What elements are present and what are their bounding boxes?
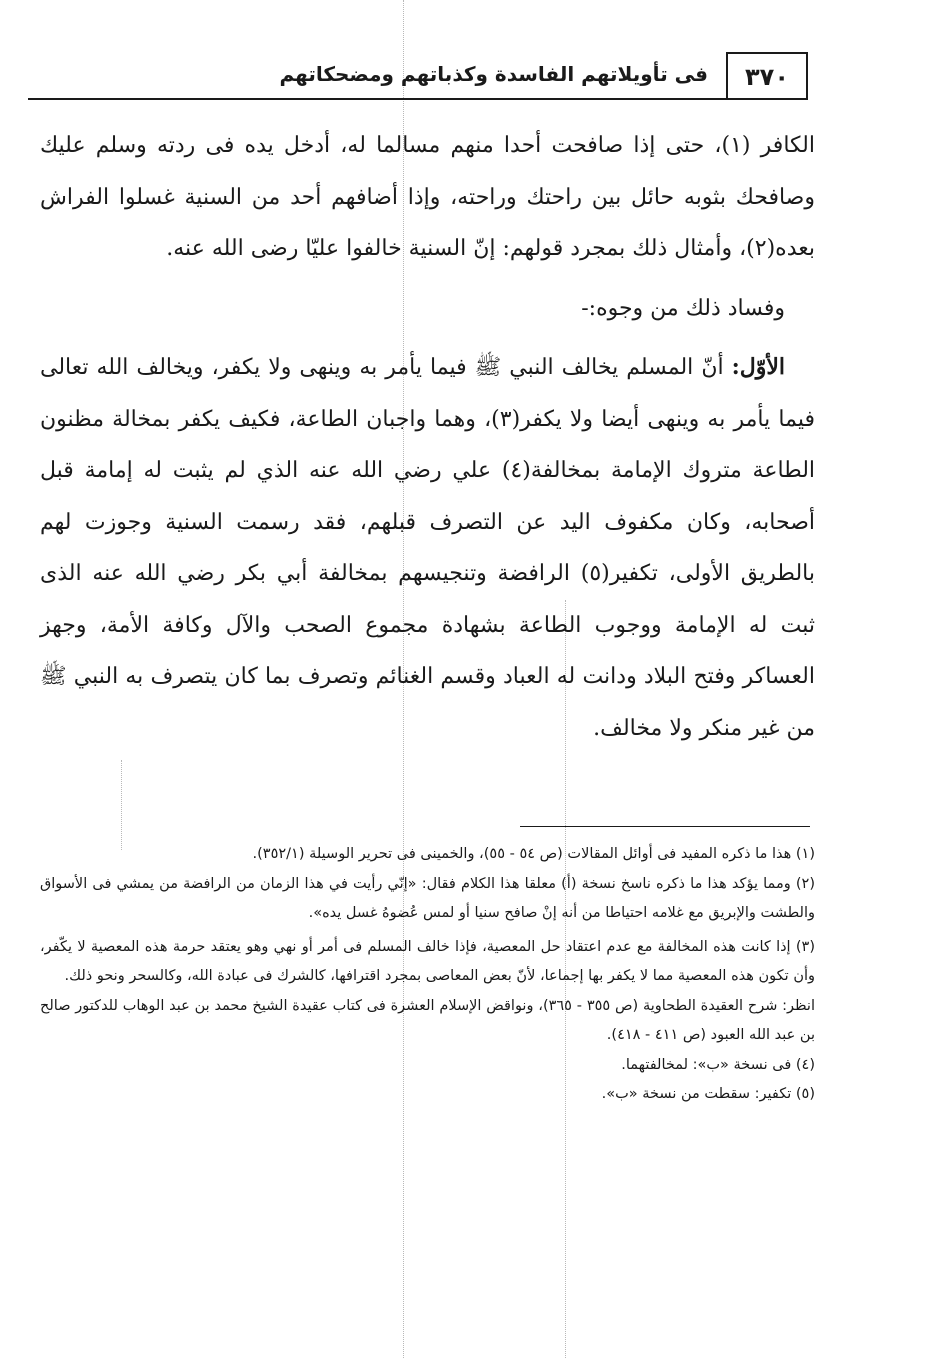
paragraph-2: وفساد ذلك من وجوه:- bbox=[581, 295, 785, 321]
footnote-3-reference: انظر: شرح العقيدة الطحاوية (ص ٣٥٥ - ٣٦٥)، ونواقض الإسلام العشرة فى كتاب عقيدة الشيخ محمد بن عبد الوهاب للدكتور صالح بن عبد الله العبود (ص ٤١١ - ٤١٨). bbox=[40, 997, 815, 1043]
header-rule bbox=[28, 98, 808, 100]
paragraph-3-lead: الأوّل: bbox=[731, 354, 785, 380]
footnote-1: (١) هذا ما ذكره المفيد فى أوائل المقالات (ص ٥٤ - ٥٥)، والخمينى فى تحرير الوسيلة (٣٥٢/١). bbox=[252, 846, 815, 862]
paragraph-1: الكافر (١)، حتى إذا صافحت أحدا منهم مسالما له، أدخل يده فى ردته وسلم عليك وصافحك بثوبه حائل بين راحتك وراحته، وإذا أضافهم أحد من السنية غسلوا الفراش بعده(٢)، وأمثال ذلك بمجرد قولهم: إنّ السنية خالفوا عليّا رضى الله عنه. bbox=[40, 133, 815, 261]
footnote-5: (٥) تكفير: سقطت من نسخة «ب». bbox=[601, 1086, 815, 1102]
footnote-3: (٣) إذا كانت هذه المخالفة مع عدم اعتقاد حل المعصية، فإذا خالف المسلم فى أمر أو نهي وهو يعتقد حرمة هذه المعصية لا يكّفر، وأن تكون هذه المعصية مما لا يكفر بها إجماعا، لأنّ بعض المعاصى بمجرد اقترافها، كالشرك فى عبادة الله، وكالسحر ونحو ذلك. bbox=[40, 938, 815, 984]
footnote-2: (٢) ومما يؤكد هذا ما ذكره ناسخ نسخة (أ) معلقا هذا الكلام فقال: «إنّي رأيت في هذا الزمان من الرافضة من يمشي فى الأسواق والطشت والإبريق مع غلامه احتياطا من أنه إنْ صافح سنيا أو لمس عُضوهُ غسل يده». bbox=[40, 875, 815, 921]
footnote-rule bbox=[520, 826, 810, 827]
paragraph-3-text: أنّ المسلم يخالف النبي ﷺ فيما يأمر به وينهى ولا يكفر، ويخالف الله تعالى فيما يأمر به وينهى أيضا ولا يكفر(٣)، وهما واجبان الطاعة، فكيف يكفر بمخالة مظنون الطاعة متروك الإمامة بمخالفة(٤) علي رضي الله عنه الذي لم يثبت له إمامة قبل أصحابه، وكان مكفوف اليد عن التصرف قبلهم، فقد رسمت السنية وجوزت لهم بالطريق الأولى، تكفير(٥) الرافضة وتنجيسهم بمخالفة أبي بكر رضي الله عنه الذى ثبت له الإمامة ووجوب الطاعة بشهادة مجموع الصحب والآل وكافة الأمة، وجهز العساكر وفتح البلاد ودانت له العباد وقسم الغنائم وتصرف بما كان يتصرف به النبي ﷺ من غير منكر ولا مخالف. bbox=[40, 355, 816, 741]
scan-fold-line bbox=[121, 760, 122, 850]
footnotes bbox=[40, 840, 815, 1110]
paragraph-3 bbox=[40, 342, 815, 754]
main-text bbox=[40, 120, 815, 754]
page-number: ٣٧٠ bbox=[726, 52, 808, 100]
running-title: فى تأويلاتهم الفاسدة وكذباتهم ومضحكاتهم bbox=[279, 62, 708, 86]
footnote-4: (٤) فى نسخة «ب»: لمخالفتهما. bbox=[621, 1056, 815, 1073]
page-header bbox=[28, 52, 808, 102]
